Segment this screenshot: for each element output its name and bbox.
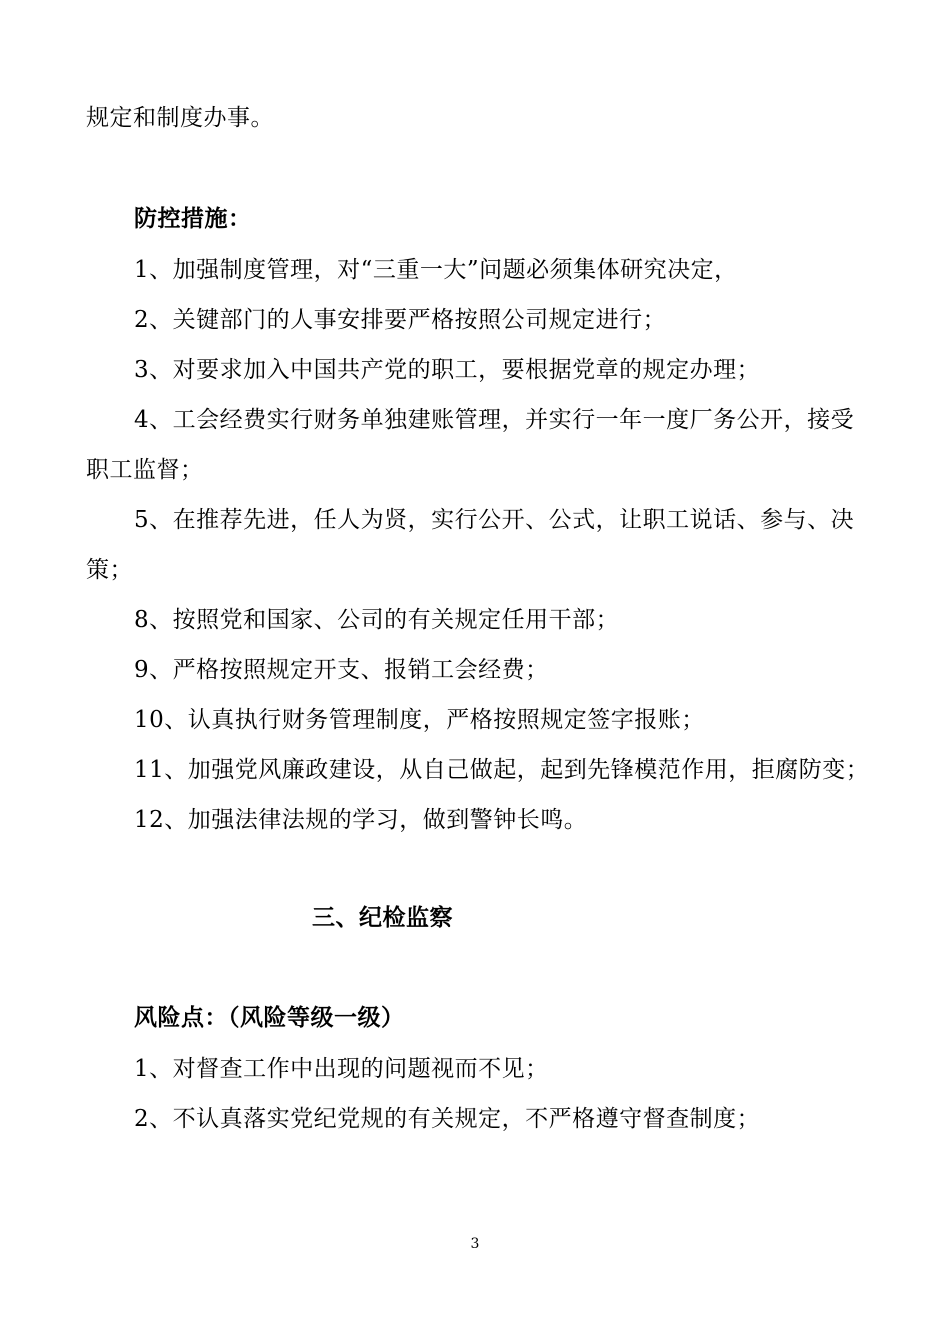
- measure-item-8: 8、按照党和国家、公司的有关规定任用干部；: [134, 607, 620, 633]
- measure-item-4-cont: 职工监督；: [86, 457, 204, 483]
- measure-item-10: 10、认真执行财务管理制度，严格按照规定签字报账；: [134, 707, 705, 733]
- continuation-text: 规定和制度办事。: [86, 105, 274, 131]
- measure-item-2: 2、关键部门的人事安排要严格按照公司规定进行；: [134, 307, 667, 333]
- measure-item-12: 12、加强法律法规的学习，做到警钟长鸣。: [134, 807, 588, 833]
- risk-point-heading: 风险点：（风险等级一级）: [134, 1005, 405, 1031]
- page-number: 3: [470, 1236, 480, 1252]
- prevention-measures-heading: 防控措施：: [134, 206, 252, 232]
- measure-item-9: 9、严格按照规定开支、报销工会经费；: [134, 657, 549, 683]
- risk-item-2: 2、不认真落实党纪党规的有关规定，不严格遵守督查制度；: [134, 1106, 761, 1132]
- section-title-discipline: 三、纪检监察: [312, 905, 453, 931]
- risk-item-1: 1、对督查工作中出现的问题视而不见；: [134, 1056, 549, 1082]
- measure-item-1: 1、加强制度管理，对“三重一大”问题必须集体研究决定，: [134, 257, 738, 283]
- measure-item-5: 5、在推荐先进，任人为贤，实行公开、公式，让职工说话、参与、决: [134, 507, 855, 533]
- measure-item-5-cont: 策；: [86, 557, 133, 583]
- measure-item-11: 11、加强党风廉政建设，从自己做起，起到先锋模范作用，拒腐防变；: [134, 757, 870, 783]
- measure-item-3: 3、对要求加入中国共产党的职工，要根据党章的规定办理；: [134, 357, 761, 383]
- measure-item-4: 4、工会经费实行财务单独建账管理，并实行一年一度厂务公开，接受: [134, 407, 855, 433]
